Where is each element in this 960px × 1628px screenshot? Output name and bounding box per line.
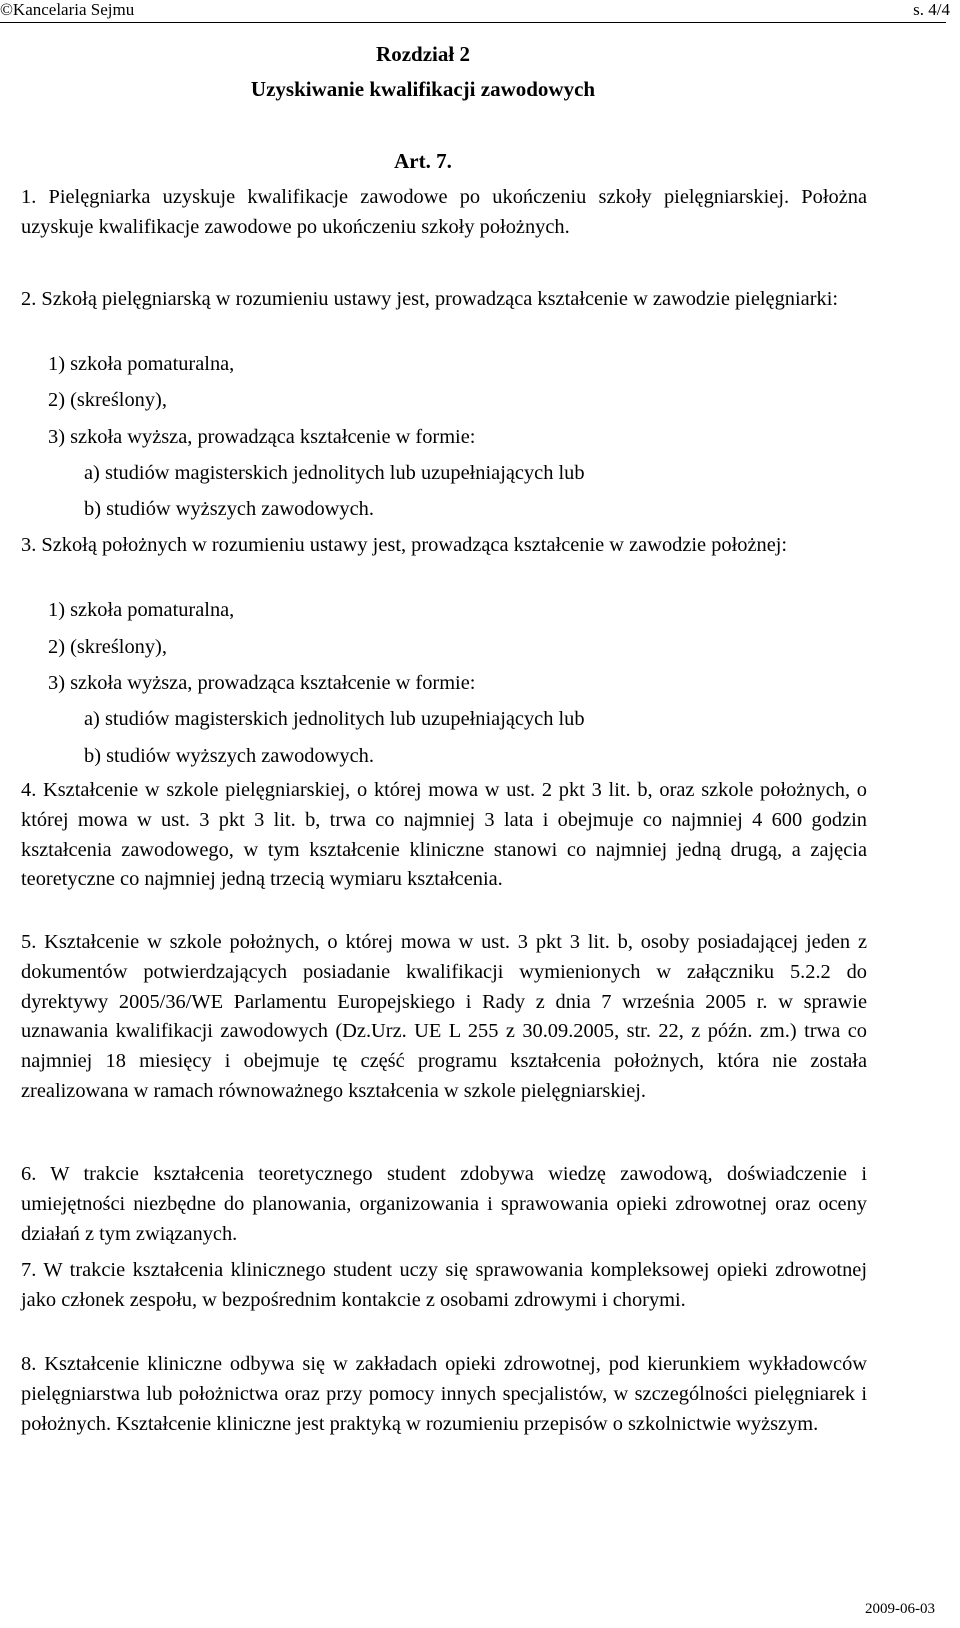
paragraph-3-item-3a: a) studiów magisterskich jednolitych lub uzupełniających lub: [84, 708, 585, 730]
header-copyright: ©Kancelaria Sejmu: [0, 0, 135, 19]
paragraph-2-item-3a: a) studiów magisterskich jednolitych lub uzupełniających lub: [84, 462, 585, 484]
paragraph-3-item-3: 3) szkoła wyższa, prowadząca kształcenie w formie:: [48, 672, 476, 694]
paragraph-3-item-2: 2) (skreślony),: [48, 636, 167, 658]
paragraph-3-item-3b: b) studiów wyższych zawodowych.: [84, 745, 374, 767]
paragraph-2-intro: 2. Szkołą pielęgniarską w rozumieniu ustawy jest, prowadząca kształcenie w zawodzie pielęgniarki:: [21, 288, 839, 310]
header-divider: [0, 22, 946, 23]
paragraph-7: 7. W trakcie kształcenia klinicznego student uczy się sprawowania kompleksowej opieki zdrowotnej jako członek zespołu, w bezpośrednim kontakcie z osobami zdrowymi i chorymi.: [21, 1259, 867, 1311]
paragraph-2-item-2: 2) (skreślony),: [48, 389, 167, 411]
paragraph-5: 5. Kształcenie w szkole położnych, o której mowa w ust. 3 pkt 3 lit. b, osoby posiadającej jeden z dokumentów potwierdzających posiadanie kwalifikacji wymienionych w załączniku 5.2.2 do dyrektywy 2005/36/WE Parlamentu Europejskiego i Rady z dnia 7 września 2005 r. w sprawie uznawania kwalifikacji zawodowych (Dz.Urz. UE L 255 z 30.09.2005, str. 22, z późn. zm.) trwa co najmniej 18 miesięcy i obejmuje tę część programu kształcenia położnych, która nie została zrealizowana w ramach równoważnego kształcenia w szkole pielęgniarskiej.: [21, 931, 867, 1102]
paragraph-6: 6. W trakcie kształcenia teoretycznego student zdobywa wiedzę zawodową, doświadczenie i umiejętności niezbędne do planowania, organizowania i sprawowania opieki zdrowotnej oraz oceny działań z tym związanych.: [21, 1163, 867, 1245]
chapter-title: Rozdział 2: [376, 42, 470, 66]
paragraph-8: 8. Kształcenie kliniczne odbywa się w zakładach opieki zdrowotnej, pod kierunkiem wykładowców pielęgniarstwa lub położnictwa oraz przy pomocy innych specjalistów, w szczególności pielęgniarek i położnych. Kształcenie kliniczne jest praktyką w rozumieniu przepisów o szkolnictwie wyższym.: [21, 1353, 867, 1435]
chapter-subtitle: Uzyskiwanie kwalifikacji zawodowych: [250, 77, 596, 101]
paragraph-4: 4. Kształcenie w szkole pielęgniarskiej, o której mowa w ust. 2 pkt 3 lit. b, oraz szkole położnych, o której mowa w ust. 3 pkt 3 lit. b, trwa co najmniej 3 lata i obejmuje co najmniej 4 600 godzin kształcenia zawodowego, w tym kształcenie kliniczne stanowi co najmniej jedną drugą, a zajęcia teoretyczne co najmniej jedną trzecią wymiaru kształcenia.: [21, 779, 867, 891]
paragraph-3-item-1: 1) szkoła pomaturalna,: [48, 599, 235, 621]
article-number: Art. 7.: [394, 149, 452, 173]
paragraph-2-item-3b: b) studiów wyższych zawodowych.: [84, 498, 374, 520]
paragraph-1: 1. Pielęgniarka uzyskuje kwalifikacje zawodowe po ukończeniu szkoły pielęgniarskiej. Położna uzyskuje kwalifikacje zawodowe po ukończeniu szkoły położnych.: [21, 186, 867, 238]
paragraph-2-item-3: 3) szkoła wyższa, prowadząca kształcenie w formie:: [48, 426, 476, 448]
paragraph-2-item-1: 1) szkoła pomaturalna,: [48, 353, 235, 375]
document-date: 2009-06-03: [865, 1601, 935, 1617]
paragraph-3-intro: 3. Szkołą położnych w rozumieniu ustawy jest, prowadząca kształcenie w zawodzie położnej:: [21, 534, 788, 556]
page-number: s. 4/4: [913, 0, 950, 19]
